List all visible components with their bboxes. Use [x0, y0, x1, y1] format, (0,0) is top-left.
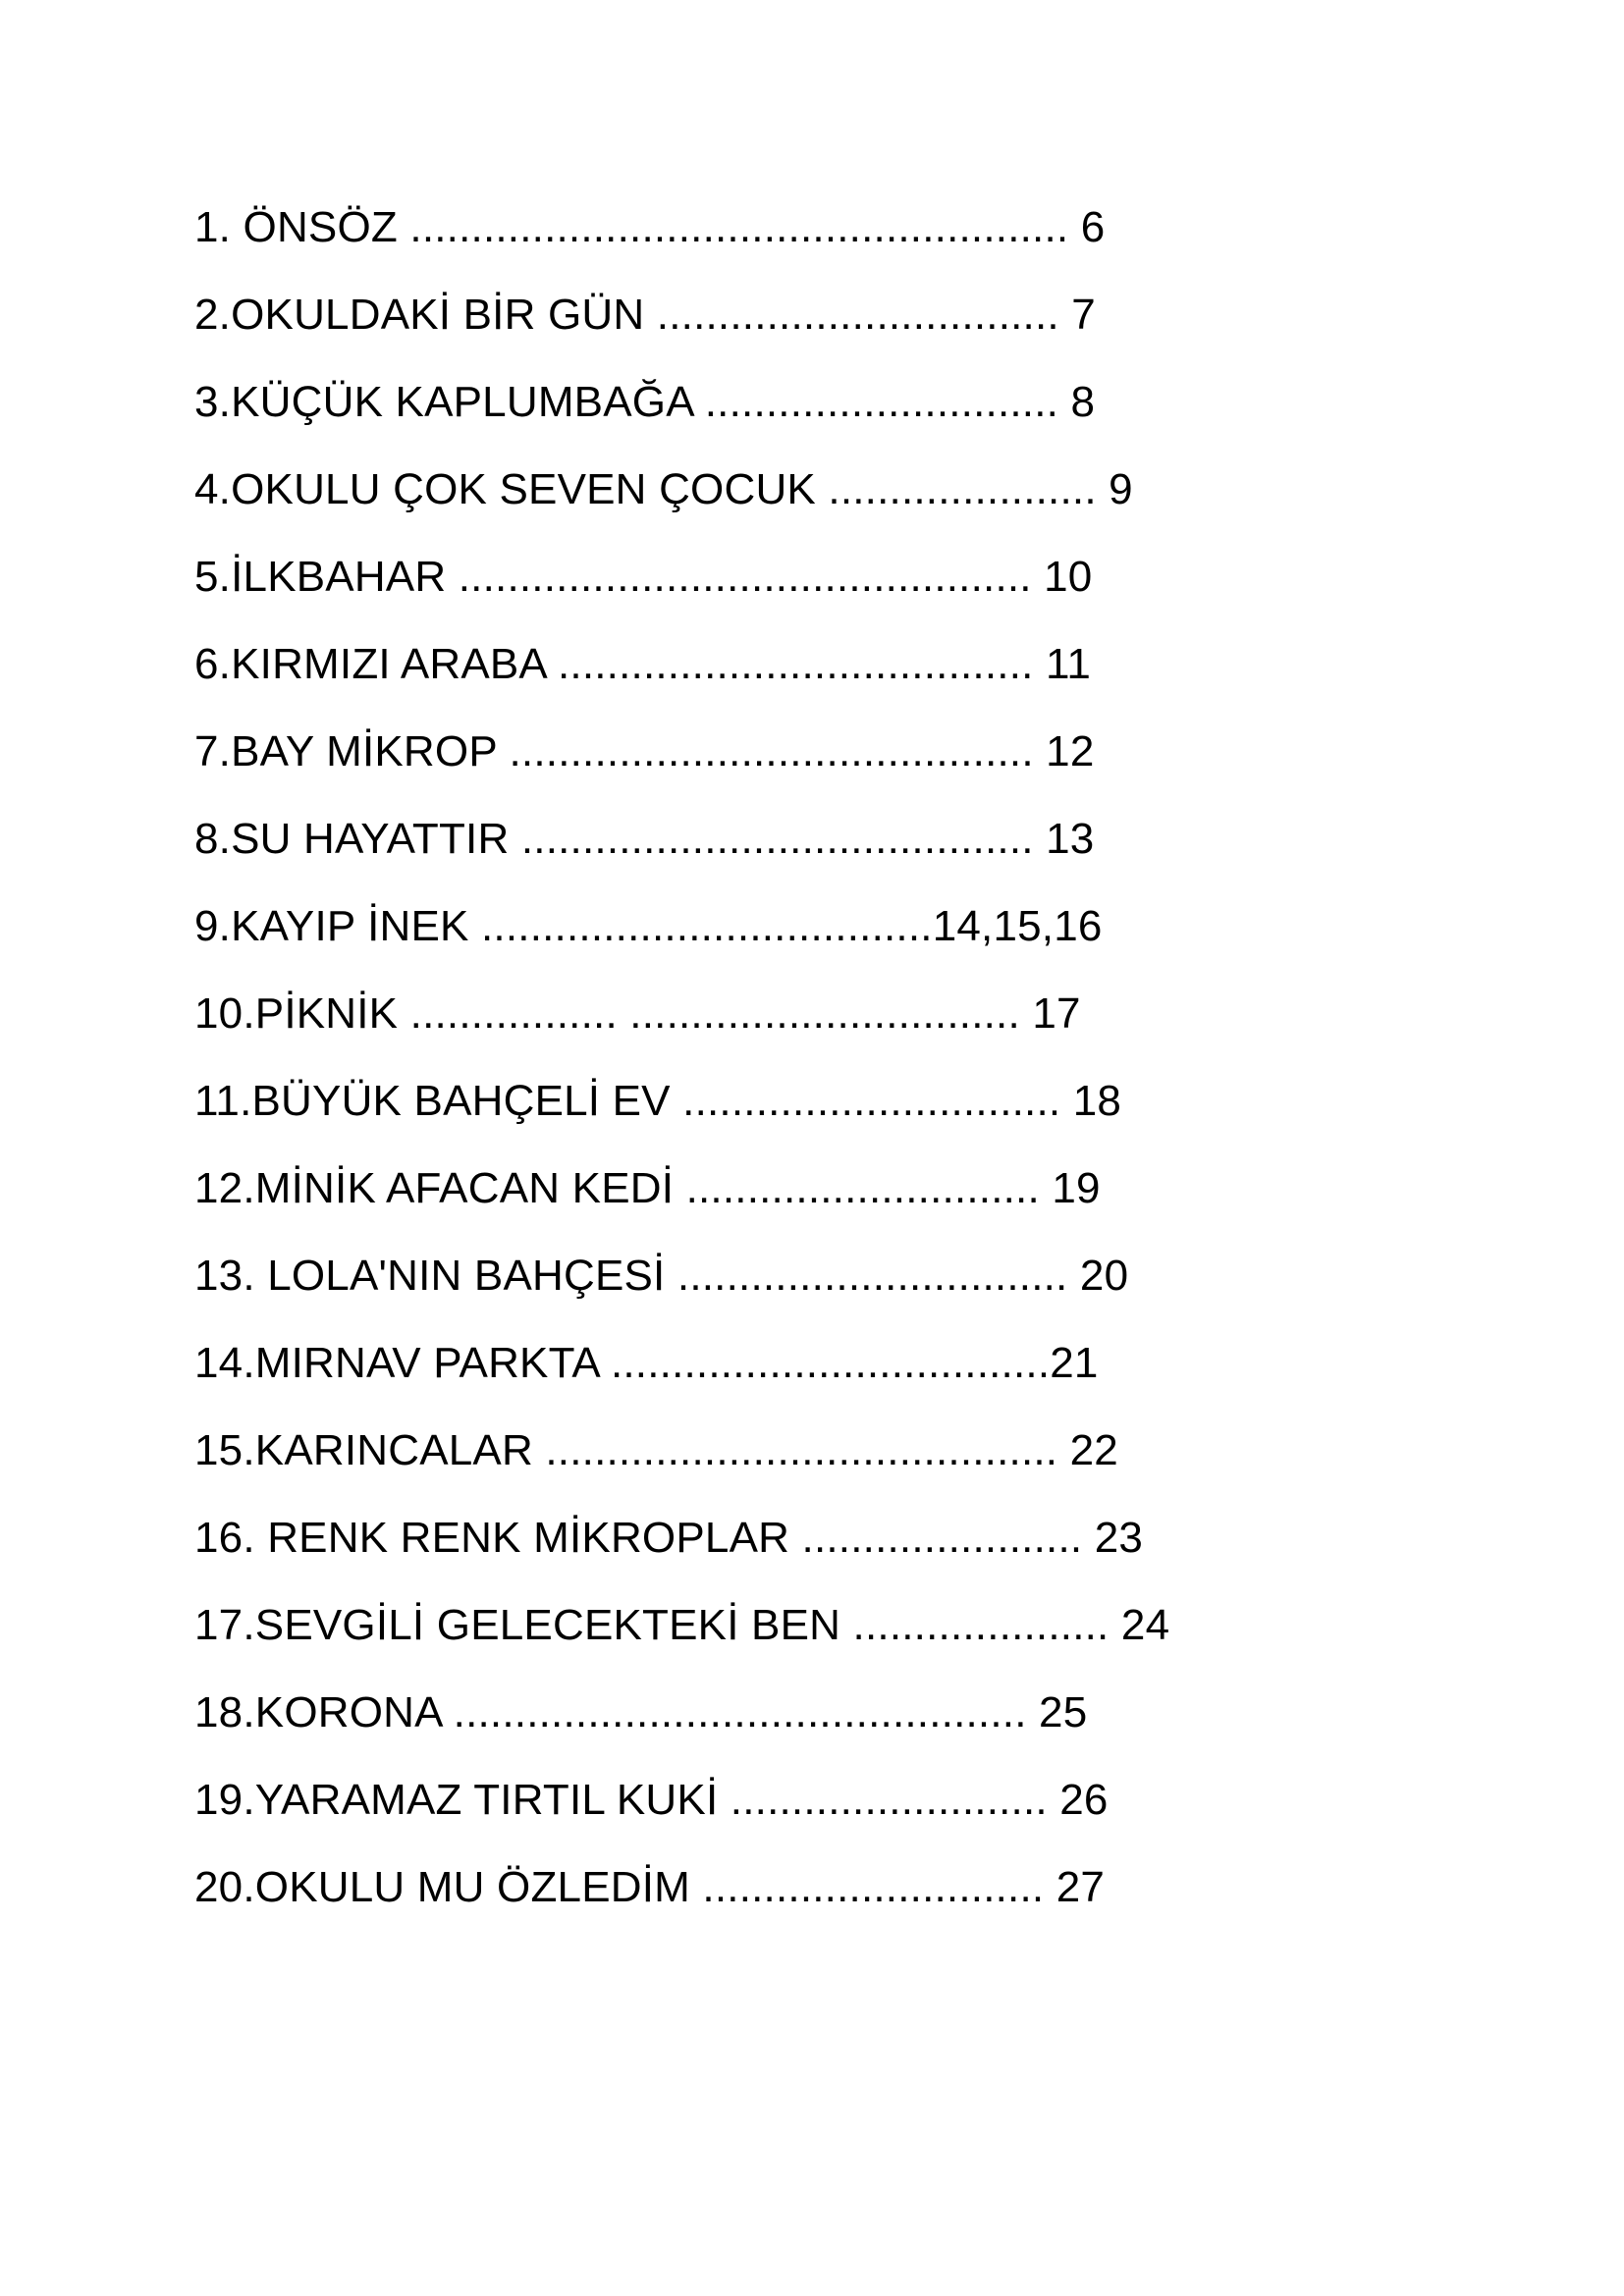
toc-entry-bay-mikrop: 7.BAY MİKROP ........................................... 12	[194, 727, 1095, 775]
toc-entry-yaramaz-tirtil-kuki: 19.YARAMAZ TIRTIL KUKİ .......................... 26	[194, 1776, 1109, 1824]
toc-entry-kayip-inek: 9.KAYIP İNEK .....................................14,15,16	[194, 902, 1103, 950]
toc-entry-sevgili-gelecekteki-ben: 17.SEVGİLİ GELECEKTEKİ BEN ..................... 24	[194, 1601, 1170, 1649]
toc-entry-okulu-mu-ozledim: 20.OKULU MU ÖZLEDİM ............................ 27	[194, 1863, 1106, 1911]
toc-entry-ilkbahar: 5.İLKBAHAR ............................................... 10	[194, 553, 1093, 601]
toc-entry-lolanin-bahcesi: 13. LOLA'NIN BAHÇESİ ................................ 20	[194, 1252, 1129, 1300]
toc-entry-piknik: 10.PİKNİK ................. ................................ 17	[194, 989, 1081, 1038]
toc-entry-kucuk-kaplumbaga: 3.KÜÇÜK KAPLUMBAĞA ............................. 8	[194, 378, 1096, 426]
toc-entry-korona: 18.KORONA ............................................... 25	[194, 1688, 1088, 1736]
toc-entry-karincalar: 15.KARINCALAR .......................................... 22	[194, 1426, 1118, 1474]
toc-entry-onsoz: 1. ÖNSÖZ ...................................................... 6	[194, 203, 1106, 251]
toc-entry-renk-renk-mikroplar: 16. RENK RENK MİKROPLAR ....................... 23	[194, 1514, 1144, 1562]
table-of-contents	[194, 192, 1176, 1940]
toc-entry-kirmizi-araba: 6.KIRMIZI ARABA ....................................... 11	[194, 640, 1092, 688]
toc-entry-buyuk-bahceli-ev: 11.BÜYÜK BAHÇELİ EV ............................... 18	[194, 1077, 1122, 1125]
toc-entry-okuldaki-bir-gun: 2.OKULDAKİ BİR GÜN ................................. 7	[194, 291, 1096, 339]
toc-entry-mirnav-parkta: 14.MIRNAV PARKTA ....................................21	[194, 1339, 1099, 1387]
toc-entry-okulu-cok-seven-cocuk: 4.OKULU ÇOK SEVEN ÇOCUK ...................... 9	[194, 465, 1133, 513]
toc-entry-minik-afacan-kedi: 12.MİNİK AFACAN KEDİ ............................. 19	[194, 1164, 1101, 1212]
toc-entry-su-hayattir: 8.SU HAYATTIR .......................................... 13	[194, 815, 1095, 863]
